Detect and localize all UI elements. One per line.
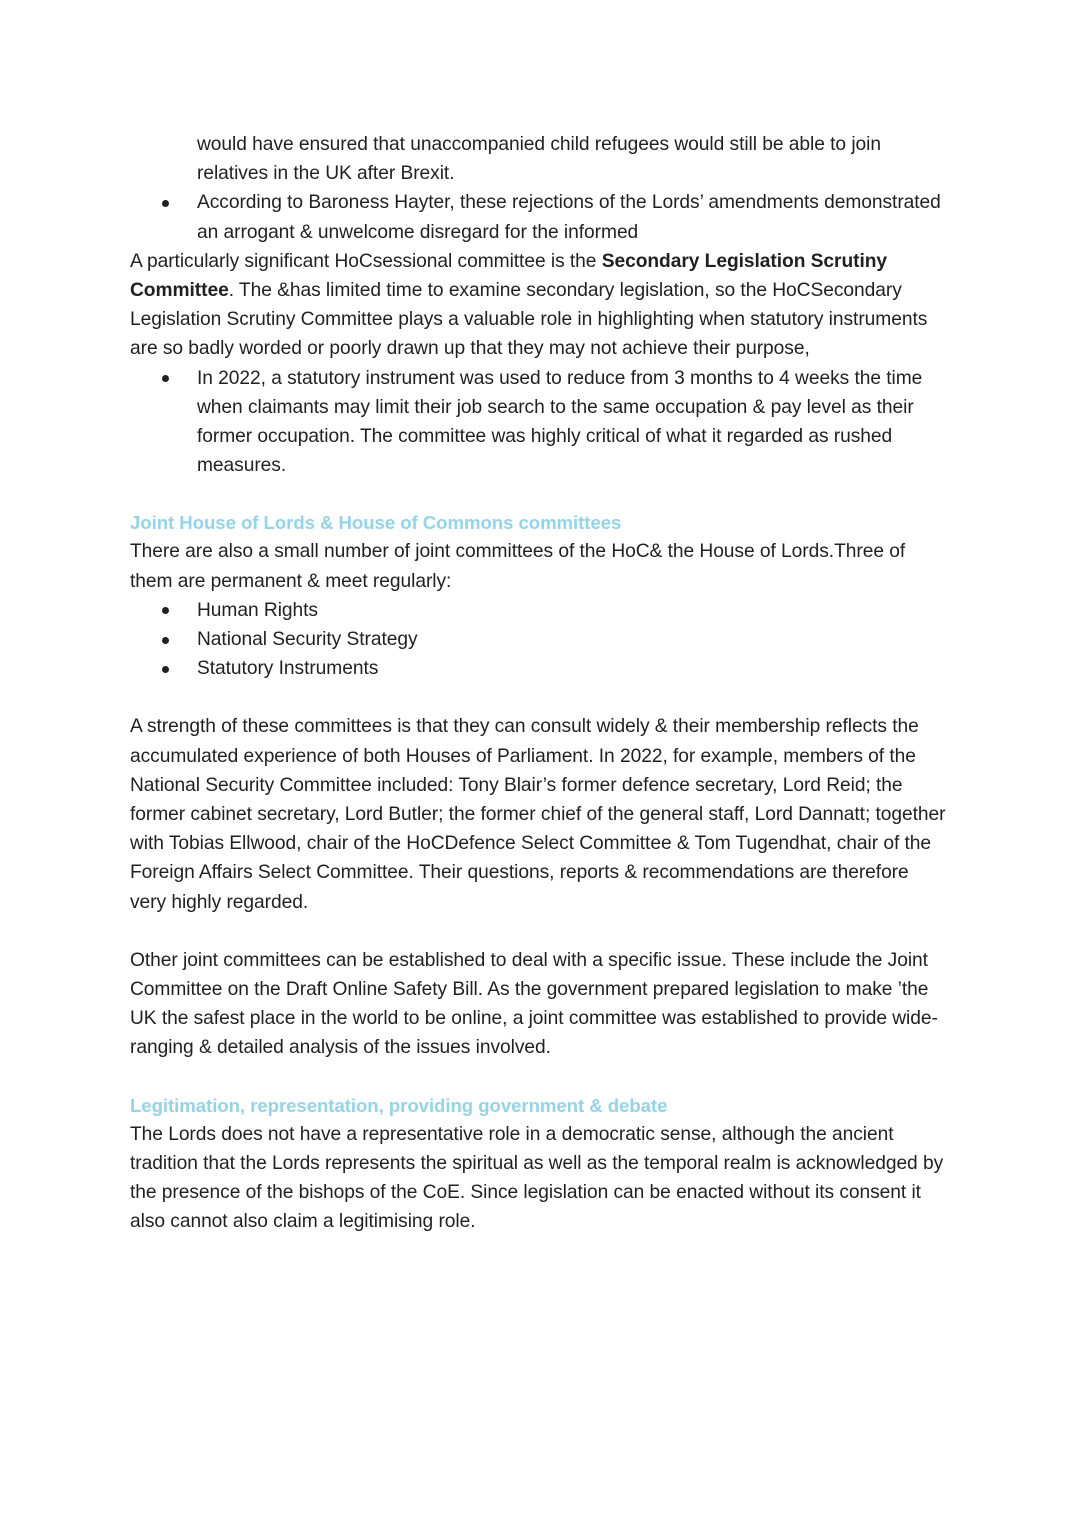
section-heading-joint-committees: Joint House of Lords & House of Commons committees <box>130 512 622 534</box>
bullet-dot-icon <box>162 666 169 673</box>
list-item-label: Statutory Instruments <box>197 658 379 680</box>
paragraph-other-joint-committees: Other joint committees can be established to deal with a specific issue. These include the Joint Committee on the Draft Online Safety Bill. As the government prepared legislation to make ’the UK the safest place in the world to be online, a joint committee was established to provide wide-ranging & detailed analysis of the issues involved. <box>130 949 938 1059</box>
paragraph-run-bold: Secondary Legislation Scrutiny Committee <box>130 250 888 302</box>
list-item-label: According to Baroness Hayter, these rejections of the Lords’ amendments demonstrated an arrogant & unwelcome disregard for the informed <box>197 192 941 243</box>
list-item <box>130 654 948 683</box>
list-item <box>130 364 948 481</box>
list-item-label: National Security Strategy <box>197 629 418 651</box>
paragraph-committee-strength: A strength of these committees is that they can consult widely & their membership reflects the accumulated experience of both Houses of Parliament. In 2022, for example, members of the National Security Committee included: Tony Blair’s former defence secretary, Lord Reid; the former cabinet secretary, Lord Butler; the former chief of the general staff, Lord Dannatt; together with Tobias Ellwood, chair of the HoCDefence Select Committee & Tom Tugendhat, chair of the Foreign Affairs Select Committee. Their questions, reports & recommendations are therefore very highly regarded. <box>130 716 946 913</box>
paragraph-joint-committees-intro: There are also a small number of joint committees of the HoC& the House of Lords.Three of them are permanent & meet regularly: <box>130 541 906 592</box>
bullet-dot-icon <box>162 375 169 382</box>
bullet-continuation-text: would have ensured that unaccompanied child refugees would still be able to join relatives in the UK after Brexit. <box>197 134 881 185</box>
paragraph-secondary-legislation <box>130 247 948 364</box>
list-item <box>130 596 948 625</box>
bullet-dot-icon <box>162 637 169 644</box>
bullet-list-statutory-instrument-2022 <box>130 364 948 481</box>
section-heading-legitimation: Legitimation, representation, providing government & debate <box>130 1094 668 1116</box>
list-item <box>130 625 948 654</box>
paragraph-run-plain: A particularly significant HoCsessional committee is the <box>130 250 602 272</box>
list-item <box>130 188 948 246</box>
spacer <box>130 917 948 946</box>
spacer <box>130 480 948 509</box>
bullet-list-lords-amendments <box>130 188 948 246</box>
list-item-label: In 2022, a statutory instrument was used to reduce from 3 months to 4 weeks the time when claimants may limit their job search to the same occupation & pay level as their former occupation. The committee was highly critical of what it regarded as rushed measures. <box>197 367 923 477</box>
list-item-label: Human Rights <box>197 599 318 621</box>
bullet-dot-icon <box>162 200 169 207</box>
bullet-list-permanent-joint-committees <box>130 596 948 684</box>
document-body <box>130 130 948 1237</box>
paragraph-run-plain-2: . The &has limited time to examine secondary legislation, so the HoCSecondary Legislation Scrutiny Committee plays a valuable role in highlighting when statutory instruments are so badly worded or poorly drawn up that they may not achieve their purpose, <box>130 280 928 360</box>
spacer <box>130 1063 948 1092</box>
paragraph-legitimation: The Lords does not have a representative role in a democratic sense, although the ancient tradition that the Lords represents the spiritual as well as the temporal realm is acknowledged by the presence of the bishops of the CoE. Since legislation can be enacted without its consent it also cannot also claim a legitimising role. <box>130 1123 944 1233</box>
spacer <box>130 683 948 712</box>
bullet-dot-icon <box>162 607 169 614</box>
